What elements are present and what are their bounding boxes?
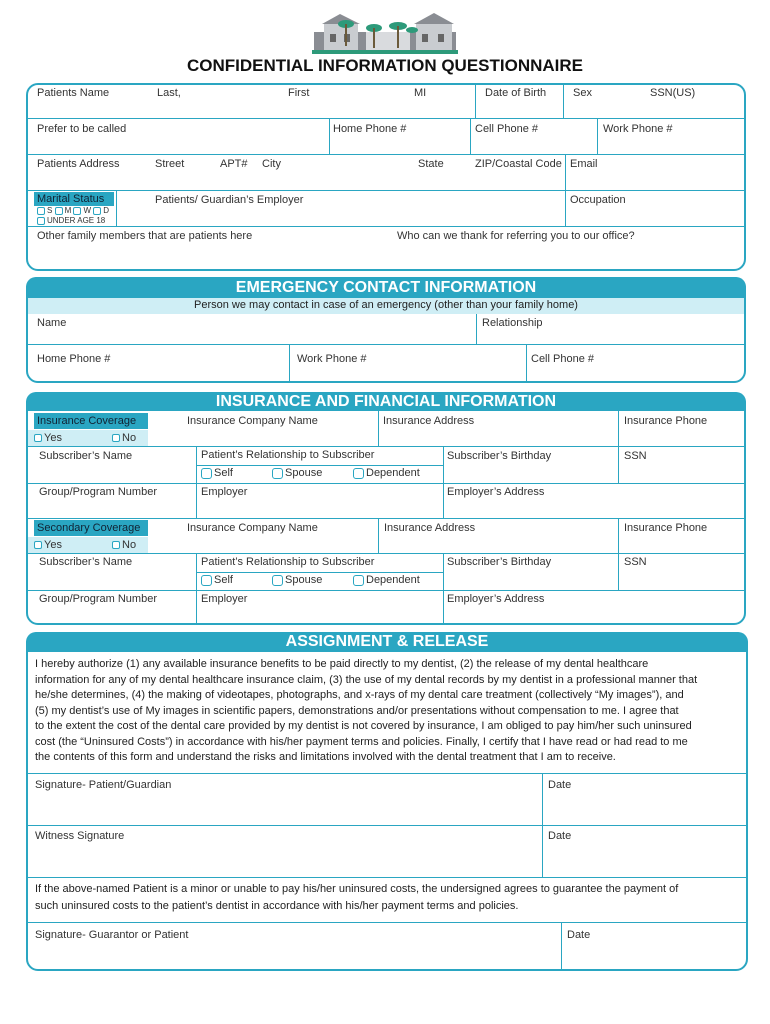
street-label: Street (155, 158, 185, 170)
patient-signature-date-label: Date (548, 779, 572, 791)
referral-label: Who can we thank for referring you to our office? (397, 230, 635, 242)
employer-address-label-1: Employer’s Address (447, 486, 545, 498)
coverage-yes-checkbox[interactable] (34, 434, 42, 442)
cell-phone-label: Cell Phone # (475, 123, 538, 135)
under-age-checkbox[interactable] (37, 217, 45, 225)
home-phone-label: Home Phone # (333, 123, 407, 135)
witness-date-label: Date (548, 830, 572, 842)
rel-dependent-checkbox[interactable] (353, 468, 364, 479)
group-number-label: Group/Program Number (39, 486, 157, 498)
subscriber-name-label-2: Subscriber’s Name (39, 556, 133, 568)
rel-self-option-2: Self (201, 574, 233, 587)
witness-signature-label: Witness Signature (35, 830, 125, 842)
rel-self-option: Self (201, 467, 233, 480)
rel-spouse-option: Spouse (272, 467, 322, 480)
marital-status-label: Marital Status (34, 192, 114, 206)
insurance-coverage-label: Insurance Coverage (34, 413, 148, 429)
prefer-called-label: Prefer to be called (37, 123, 127, 135)
rel-dependent-option-2: Dependent (353, 574, 420, 587)
emergency-subheader: Person we may contact in case of an emergency (other than your family home) (28, 298, 744, 314)
subscriber-ssn-label: SSN (624, 450, 647, 462)
insurance-header: INSURANCE AND FINANCIAL INFORMATION (26, 392, 746, 411)
emergency-header: EMERGENCY CONTACT INFORMATION (26, 277, 746, 298)
secondary-coverage-label: Secondary Coverage (34, 520, 148, 536)
subscriber-ssn-label-2: SSN (624, 556, 647, 568)
assignment-text: I hereby authorize (1) any available insurance benefits to be paid directly to my dentist, (2) the release of my dental healthcare information for any of my dental healthcare insurance claim, (3) the use of my dental records by my dentist in a professional manner that he/she determines, (4) the making of videotapes, photographs, and x-rays of my dental care treatment (collectively “My images”), and (5) my dentist’s use of My images in scientific papers, demonstrations and/or presentations without compensation to me. I agree that to the extent the cost of the dental care provided by my dentist is not covered by insurance, I am obliged to pay him/her such uninsured cost (the “Uninsured Costs”) in accordance with his/her payment terms and policies. Finally, I certify that I have read or had read to me the contents of this form and understand the risks and limitations involved with the dental treatment that I am to receive. (35, 658, 698, 763)
rel-spouse-option-2: Spouse (272, 574, 322, 587)
rel-dependent-option: Dependent (353, 467, 420, 480)
address-label: Patients Address (37, 158, 120, 170)
ins-phone-label: Insurance Phone (624, 415, 708, 427)
group-number-label-2: Group/Program Number (39, 593, 157, 605)
patient-signature-label: Signature- Patient/Guardian (35, 779, 172, 791)
rel-self-checkbox[interactable] (201, 468, 212, 479)
secondary-yes-checkbox[interactable] (34, 541, 42, 549)
work-phone-label: Work Phone # (603, 123, 673, 135)
ins-company-label-2: Insurance Company Name (187, 522, 318, 534)
marital-d-checkbox[interactable] (93, 207, 101, 215)
marital-w-checkbox[interactable] (73, 207, 81, 215)
subscriber-birthday-label: Subscriber’s Birthday (447, 450, 552, 462)
patients-name-label: Patients Name (37, 87, 110, 99)
marital-m-checkbox[interactable] (55, 207, 63, 215)
employer-label-2: Employer (201, 593, 248, 605)
state-label: State (418, 158, 444, 170)
apt-label: APT# (220, 158, 248, 170)
rel-spouse-checkbox[interactable] (272, 468, 283, 479)
secondary-yes-option: Yes (34, 539, 62, 552)
subscriber-birthday-label-2: Subscriber’s Birthday (447, 556, 552, 568)
ins-company-label: Insurance Company Name (187, 415, 318, 427)
assignment-header: ASSIGNMENT & RELEASE (26, 632, 748, 652)
guarantor-date-label: Date (567, 929, 591, 941)
emergency-work-phone-label: Work Phone # (297, 353, 367, 365)
coverage-yes-option: Yes (34, 432, 62, 445)
secondary-no-option: No (112, 539, 136, 552)
secondary-no-checkbox[interactable] (112, 541, 120, 549)
employer-label: Patients/ Guardian’s Employer (155, 194, 304, 206)
employer-label-1: Employer (201, 486, 248, 498)
coverage-no-checkbox[interactable] (112, 434, 120, 442)
emergency-cell-phone-label: Cell Phone # (531, 353, 594, 365)
dob-label: Date of Birth (485, 87, 547, 99)
ssn-label: SSN(US) (650, 87, 696, 99)
minor-guarantee-text: If the above-named Patient is a minor or unable to pay his/her uninsured costs, the undersigned agrees to guarantee the payment of such uninsured costs to the patient’s dentist in accordance with his/her payment terms and policies. (35, 883, 679, 912)
subscriber-name-label: Subscriber’s Name (39, 450, 133, 462)
ins-phone-label-2: Insurance Phone (624, 522, 708, 534)
rel-spouse-checkbox-2[interactable] (272, 575, 283, 586)
ins-address-label-2: Insurance Address (384, 522, 476, 534)
rel-dependent-checkbox-2[interactable] (353, 575, 364, 586)
practice-logo (312, 10, 458, 54)
emergency-relationship-label: Relationship (482, 317, 543, 329)
emergency-name-label: Name (37, 317, 67, 329)
rel-self-checkbox-2[interactable] (201, 575, 212, 586)
city-label: City (262, 158, 281, 170)
sex-label: Sex (573, 87, 592, 99)
last-name-label: Last, (157, 87, 181, 99)
occupation-label: Occupation (570, 194, 626, 206)
coverage-no-option: No (112, 432, 136, 445)
first-name-label: First (288, 87, 310, 99)
zip-label: ZIP/Coastal Code (475, 158, 562, 170)
page-title: CONFIDENTIAL INFORMATION QUESTIONNAIRE (186, 56, 584, 75)
email-label: Email (570, 158, 598, 170)
emergency-home-phone-label: Home Phone # (37, 353, 111, 365)
marital-options: S M W D (37, 206, 109, 216)
guarantor-signature-label: Signature- Guarantor or Patient (35, 929, 189, 941)
relationship-label-2: Patient’s Relationship to Subscriber (201, 556, 375, 568)
relationship-label: Patient’s Relationship to Subscriber (201, 449, 375, 461)
ins-address-label: Insurance Address (383, 415, 475, 427)
employer-address-label-2: Employer’s Address (447, 593, 545, 605)
other-family-label: Other family members that are patients here (37, 230, 253, 242)
mi-label: MI (414, 87, 427, 99)
marital-s-checkbox[interactable] (37, 207, 45, 215)
under-age-option: UNDER AGE 18 (37, 216, 105, 226)
